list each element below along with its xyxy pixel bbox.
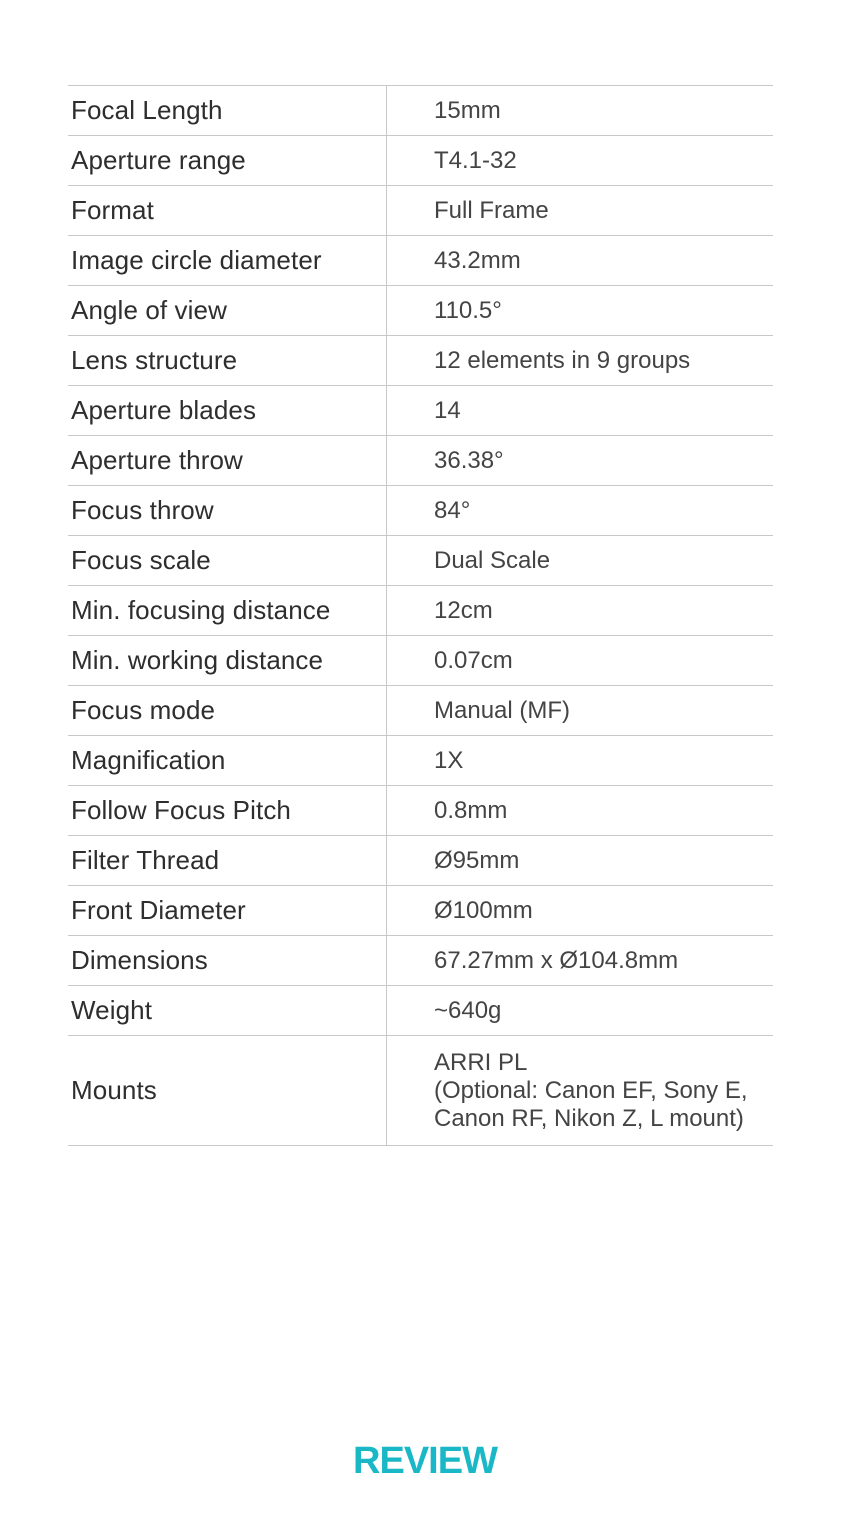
- spec-row: [68, 186, 773, 236]
- spec-label: Weight: [68, 986, 387, 1035]
- spec-table: [68, 85, 773, 1146]
- spec-row: [68, 736, 773, 786]
- spec-row: [68, 986, 773, 1036]
- spec-value: Ø95mm: [434, 846, 520, 874]
- spec-row: [68, 86, 773, 136]
- spec-label: Front Diameter: [68, 886, 387, 935]
- spec-label: Filter Thread: [68, 836, 387, 885]
- spec-value: T4.1-32: [434, 146, 517, 174]
- spec-value: Full Frame: [434, 196, 549, 224]
- spec-label: Focus throw: [68, 486, 387, 535]
- spec-value: 14: [434, 396, 461, 424]
- spec-label: Focus mode: [68, 686, 387, 735]
- spec-value: 67.27mm x Ø104.8mm: [434, 946, 679, 974]
- spec-label: Aperture throw: [68, 436, 387, 485]
- spec-value: Ø100mm: [434, 896, 533, 924]
- spec-row: [68, 386, 773, 436]
- spec-value: 43.2mm: [434, 246, 521, 274]
- spec-label: Format: [68, 186, 387, 235]
- spec-label: Mounts: [68, 1036, 387, 1145]
- spec-row: [68, 586, 773, 636]
- spec-row: [68, 836, 773, 886]
- spec-label: Focus scale: [68, 536, 387, 585]
- spec-value: 15mm: [434, 96, 501, 124]
- spec-row: [68, 336, 773, 386]
- spec-row: [68, 286, 773, 336]
- spec-label: Follow Focus Pitch: [68, 786, 387, 835]
- spec-row: [68, 686, 773, 736]
- spec-label: Aperture blades: [68, 386, 387, 435]
- spec-row: [68, 136, 773, 186]
- spec-value: 12 elements in 9 groups: [434, 346, 691, 374]
- spec-value: ARRI PL (Optional: Canon EF, Sony E, Canon RF, Nikon Z, L mount): [434, 1048, 748, 1132]
- spec-row: [68, 1036, 773, 1146]
- spec-value: 1X: [434, 746, 464, 774]
- spec-row: [68, 536, 773, 586]
- spec-value: 12cm: [434, 596, 493, 624]
- spec-row: [68, 236, 773, 286]
- review-link[interactable]: REVIEW: [353, 1440, 497, 1482]
- spec-value: ~640g: [434, 996, 502, 1024]
- spec-row: [68, 786, 773, 836]
- spec-label: Angle of view: [68, 286, 387, 335]
- spec-label: Focal Length: [68, 86, 387, 135]
- spec-value: 0.07cm: [434, 646, 513, 674]
- spec-value: 0.8mm: [434, 796, 508, 824]
- spec-label: Min. working distance: [68, 636, 387, 685]
- spec-row: [68, 436, 773, 486]
- spec-value: 84°: [434, 496, 471, 524]
- spec-row: [68, 636, 773, 686]
- spec-label: Dimensions: [68, 936, 387, 985]
- spec-row: [68, 936, 773, 986]
- spec-value: 110.5°: [434, 296, 502, 324]
- spec-value: Manual (MF): [434, 696, 571, 724]
- spec-value: Dual Scale: [434, 546, 551, 574]
- spec-label: Aperture range: [68, 136, 387, 185]
- spec-label: Lens structure: [68, 336, 387, 385]
- spec-label: Min. focusing distance: [68, 586, 387, 635]
- spec-row: [68, 886, 773, 936]
- spec-label: Image circle diameter: [68, 236, 387, 285]
- spec-value: 36.38°: [434, 446, 504, 474]
- spec-row: [68, 486, 773, 536]
- spec-label: Magnification: [68, 736, 387, 785]
